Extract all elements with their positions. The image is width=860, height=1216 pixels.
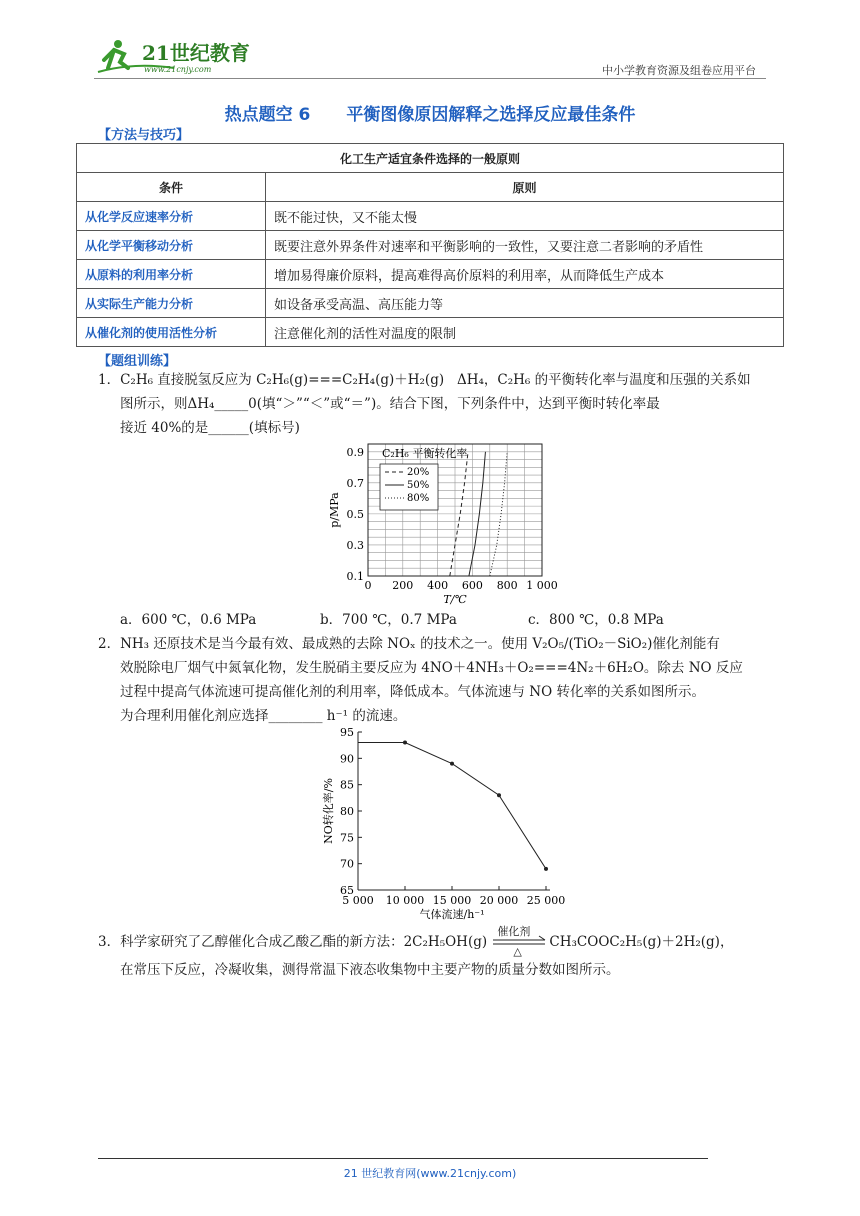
y-tick-label: 0.3 [346,538,364,552]
data-point [497,793,501,797]
table-caption: 化工生产适宜条件选择的一般原则 [77,144,784,173]
q1-line1 [98,368,751,392]
column-header: 原则 [266,173,784,202]
y-axis-label: p/MPa [328,492,341,528]
y-tick-label: 0.7 [346,476,364,490]
principle-cell: 既要注意外界条件对速率和平衡影响的一致性，又要注意二者影响的矛盾性 [266,231,784,260]
y-tick-label: 80 [340,805,354,818]
conditions-table [76,143,784,347]
q1-text: ΔH₄，C₂H₆ 的平衡转化率与温度和压强的关系如 [456,372,751,388]
table-row [77,289,784,318]
x-tick-label: 15 000 [432,894,472,907]
y-axis-label: NO转化率/% [322,778,335,844]
site-logo[interactable] [94,38,264,78]
condition-cell: 从化学平衡移动分析 [77,231,266,260]
logo-runner-icon [94,38,264,78]
q1-line2: 图所示，则ΔH₄_____0(填“＞”“＜”或“＝”)。结合下图，下列条件中，达到平衡时转化率最 [120,396,660,412]
column-header: 条件 [77,173,266,202]
title-number: 热点题空 6 [224,105,311,125]
x-tick-label: 5 000 [342,894,374,907]
training-heading: 【题组训练】 [98,354,177,369]
q1-reaction: C₂H₆ 直接脱氢反应为 C₂H₆(g)===C₂H₄(g)＋H₂(g) [120,372,445,388]
title-topic: 平衡图像原因解释之选择反应最佳条件 [346,105,636,125]
table-row [77,260,784,289]
series-line [358,743,546,869]
principle-cell: 增加易得廉价原料，提高难得高价原料的利用率，从而降低生产成本 [266,260,784,289]
y-tick-label: 65 [340,884,354,897]
q3-products: CH₃COOC₂H₅(g)＋2H₂(g)， [549,934,734,950]
x-tick-label: 200 [392,579,414,592]
page-title [0,100,860,125]
footer-text: 21 世纪教育网(www.21cnjy.com) [343,1167,517,1180]
flow-rate-chart [318,726,578,922]
q2-line3: 过程中提高气体流速可提高催化剂的利用率，降低成本。气体流速与 NO 转化率的关系如图所示。 [120,684,705,700]
condition-cell: 从化学反应速率分析 [77,202,266,231]
condition-cell: 从原料的利用率分析 [77,260,266,289]
q3-number: 3． [98,934,121,950]
q1-number: 1． [98,372,121,388]
x-tick-label: 20 000 [479,894,519,907]
x-tick-label: 800 [496,579,518,592]
table-row [77,202,784,231]
data-point [544,867,548,871]
reaction-arrow [491,925,549,958]
table-row [77,318,784,347]
data-point [450,762,454,766]
q1-option-c: c．800 ℃，0.8 MPa [528,612,664,628]
condition-cell: 从催化剂的使用活性分析 [77,318,266,347]
y-tick-label: 95 [340,726,354,739]
legend-label: 80% [407,493,430,504]
principle-cell: 如设备承受高温、高压能力等 [266,289,784,318]
legend-label: 50% [407,480,430,491]
q1-option-a: a．600 ℃，0.6 MPa [120,612,257,628]
q2-line4: 为合理利用催化剂应选择________ h⁻¹ 的流速。 [120,708,407,724]
y-tick-label: 0.1 [346,570,364,583]
logo-url: www.21cnjy.com [144,65,212,74]
y-tick-label: 0.9 [346,445,364,459]
y-tick-label: 0.5 [346,507,364,521]
x-tick-label: 10 000 [385,894,425,907]
x-tick-label: 0 [364,579,372,592]
principle-cell: 既不能过快，又不能太慢 [266,202,784,231]
logo-text: 21世纪教育 [142,41,250,65]
condition-cell: 从实际生产能力分析 [77,289,266,318]
catalyst-label: 催化剂 [497,925,531,938]
q3-line2: 在常压下反应，冷凝收集，测得常温下液态收集物中主要产物的质量分数如图所示。 [120,962,620,978]
q3-line1 [98,925,734,958]
footer-divider [98,1158,708,1159]
x-tick-label: 25 000 [526,894,566,907]
data-point [403,741,407,745]
x-tick-label: 400 [427,579,449,592]
q3-reactants: 科学家研究了乙醇催化合成乙酸乙酯的新方法：2C₂H₅OH(g) [120,934,488,950]
q2-line2: 效脱除电厂烟气中氮氧化物，发生脱硝主要反应为 4NO＋4NH₃＋O₂===4N₂＋6H₂O。除去 NO 反应 [120,660,743,676]
q1-option-b: b．700 ℃，0.7 MPa [320,612,457,628]
x-tick-label: 1 000 [526,579,558,592]
y-tick-label: 90 [340,752,354,766]
y-tick-label: 75 [340,831,354,845]
q2-line1 [98,632,720,656]
heat-symbol: △ [513,945,522,958]
y-tick-label: 70 [340,857,354,871]
legend-label: 20% [407,467,430,478]
header-divider [94,78,766,79]
chart-title: C₂H₆ 平衡转化率 [382,447,468,460]
q2-text: NH₃ 还原技术是当今最有效、最成熟的去除 NOₓ 的技术之一。使用 V₂O₅/(TiO₂－SiO₂)催化剂能有 [120,636,720,652]
conversion-pressure-chart [320,438,570,606]
platform-name: 中小学教育资源及组卷应用平台 [602,64,756,77]
x-axis-label: 气体流速/h⁻¹ [419,908,485,921]
x-tick-label: 600 [461,579,483,592]
method-heading: 【方法与技巧】 [98,128,190,143]
q2-number: 2． [98,636,121,652]
x-axis-label: T/℃ [443,593,467,606]
table-row [77,231,784,260]
principle-cell: 注意催化剂的活性对温度的限制 [266,318,784,347]
y-tick-label: 85 [340,778,354,792]
q1-line3: 接近 40%的是______(填标号) [120,420,300,436]
